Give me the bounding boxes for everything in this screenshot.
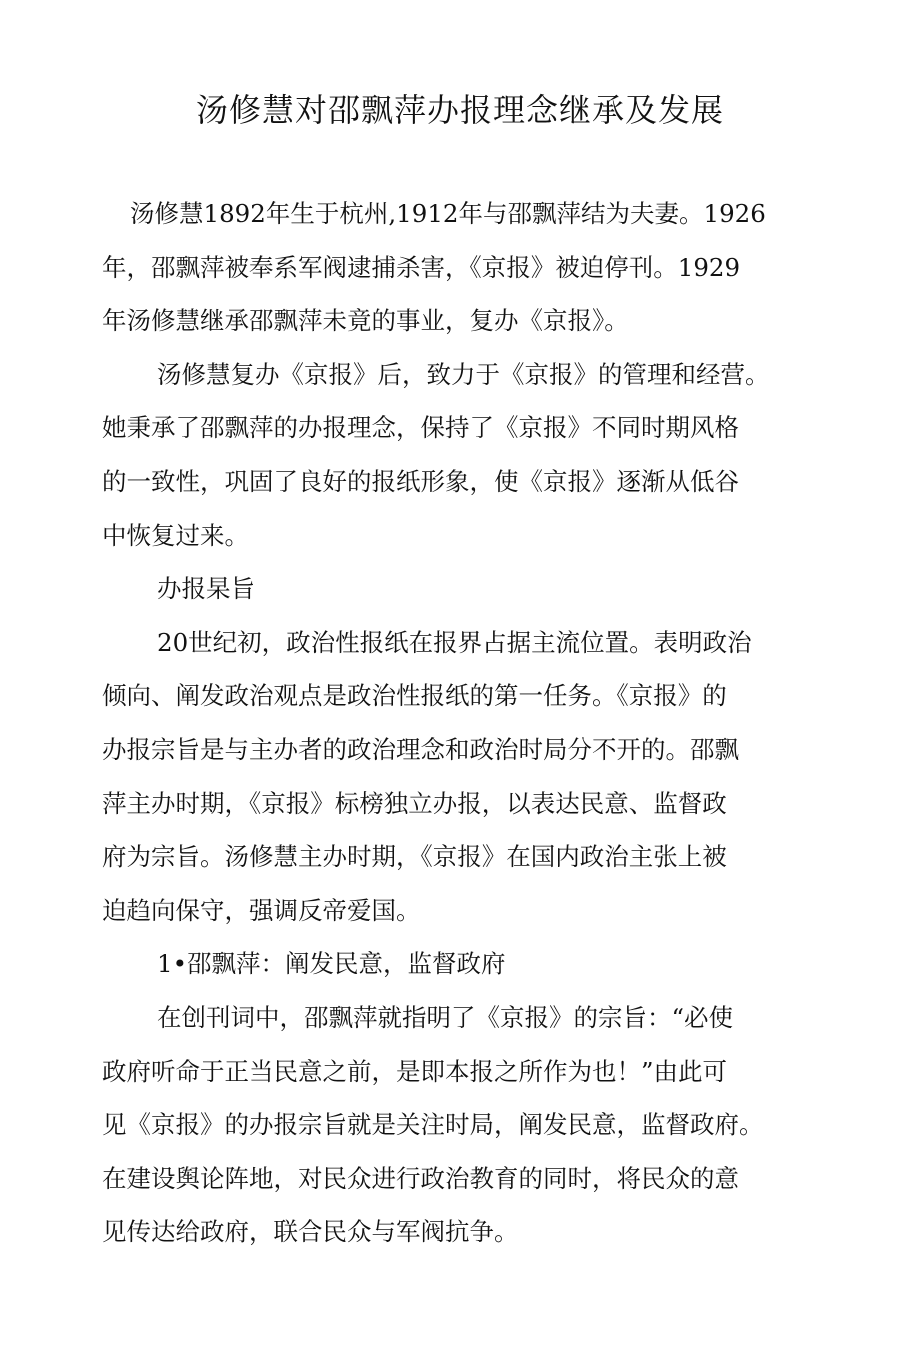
paragraph-revival xyxy=(102,348,802,562)
text-line: 倾向、阐发政治观点是政治性报纸的第一任务。《京报》的 xyxy=(102,681,727,711)
text-line: 政府听命于正当民意之前，是即本报之所作为也！”由此可 xyxy=(102,1056,728,1086)
text-line: 见传达给政府，联合民众与军阀抗争。 xyxy=(102,1217,519,1247)
text-line: 办报宗旨是与主办者的政治理念和政治时局分不开的。邵飘 xyxy=(102,734,739,764)
text-line: 汤修慧1892年生于杭州,1912年与邵飘萍结为夫妻。1926 xyxy=(130,199,766,228)
text-line: 的一致性，巩固了良好的报纸形象，使《京报》逐渐从低谷 xyxy=(102,466,739,496)
text-line: 在建设舆论阵地，对民众进行政治教育的同时，将民众的意 xyxy=(102,1163,739,1193)
text-line: 20世纪初，政治性报纸在报界占据主流位置。表明政治 xyxy=(157,627,752,657)
text-line: 中恢复过来。 xyxy=(102,520,249,550)
text-line: 见《京报》的办报宗旨就是关注时局，阐发民意，监督政府。 xyxy=(102,1110,764,1140)
document-body xyxy=(102,187,802,1259)
text-line: 汤修慧复办《京报》后，致力于《京报》的管理和经营。 xyxy=(157,359,770,389)
paragraph-intro xyxy=(102,187,802,348)
text-line: 她秉承了邵飘萍的办报理念，保持了《京报》不同时期风格 xyxy=(102,413,739,443)
paragraph-founding xyxy=(102,991,802,1259)
heading-text: 办报杲旨 xyxy=(157,574,255,604)
paragraph-purpose xyxy=(102,616,802,938)
document-title: 汤修慧对邵飘萍办报理念继承及发展 xyxy=(195,91,724,129)
section-heading xyxy=(102,562,802,616)
text-line: 府为宗旨。汤修慧主办时期，《京报》在国内政治主张上被 xyxy=(102,842,727,872)
text-line: 在创刊词中，邵飘萍就指明了《京报》的宗旨：“必使 xyxy=(157,1002,734,1032)
text-line: 迫趋向保守，强调反帝爱国。 xyxy=(102,895,421,925)
text-line: 萍主办时期，《京报》标榜独立办报，以表达民意、监督政 xyxy=(102,788,727,818)
subsection-heading xyxy=(102,937,802,991)
text-line: 年汤修慧继承邵飘萍未竟的事业，复办《京报》。 xyxy=(102,306,629,336)
text-line: 年，邵飘萍被奉系军阀逮捕杀害，《京报》被迫停刊。1929 xyxy=(102,252,741,282)
heading-text: 1•邵飘萍：阐发民意，监督政府 xyxy=(157,949,506,979)
